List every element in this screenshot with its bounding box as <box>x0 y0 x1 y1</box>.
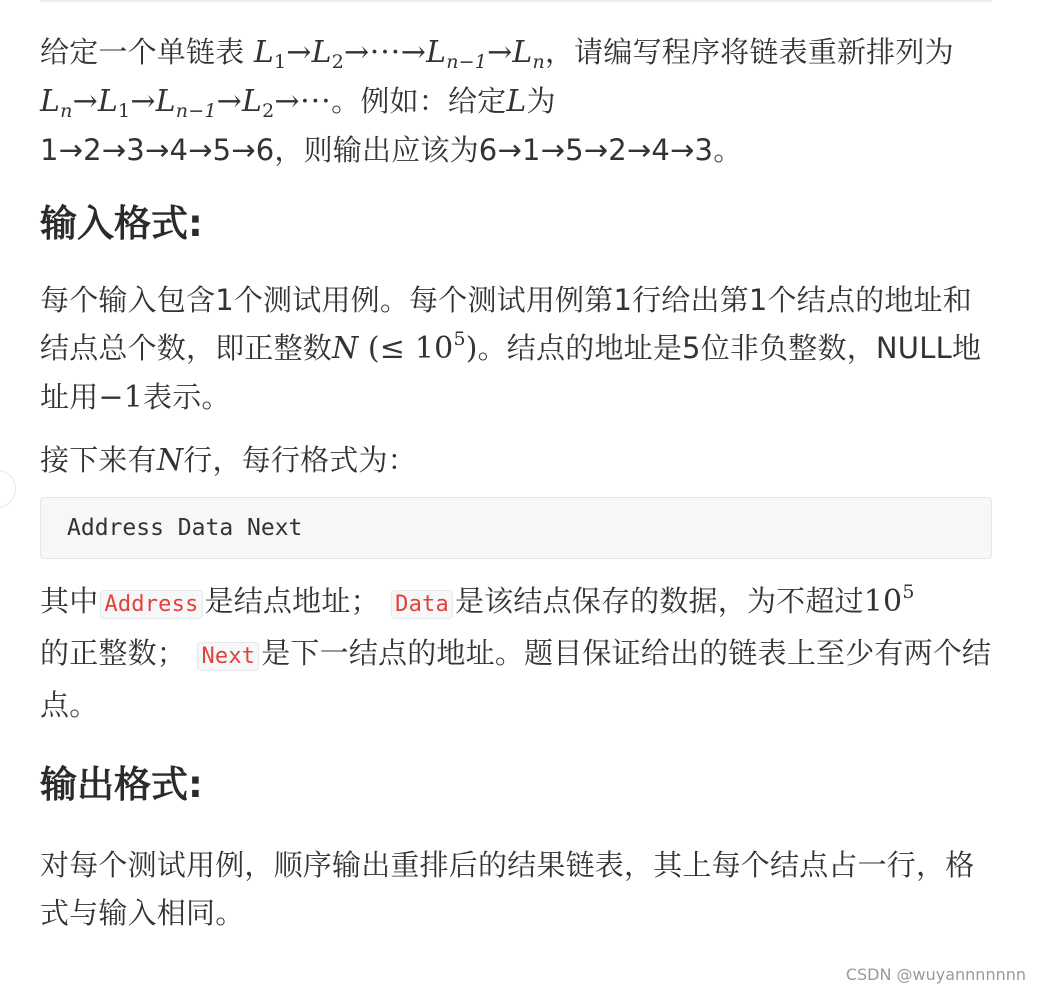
input-paragraph-1: 每个输入包含1个测试用例。每个测试用例第1行给出第1个结点的地址和结点总个数，即正整数N (≤ $10^5$)。结点的地址是5位非负整数，NULL地址用−1表示。 <box>40 283 982 415</box>
input-paragraph-2: 接下来有N行，每行格式为： <box>40 443 417 478</box>
top-divider <box>40 0 992 2</box>
format-code-block: Address Data Next <box>40 497 992 559</box>
output-format-heading: 输出格式: <box>40 763 203 806</box>
inline-code-address: Address <box>100 590 202 619</box>
list-expression: $L_1\to L_2\to\cdot\cdot\cdot\to L_{n-1}\to L_n$ <box>253 35 545 73</box>
var-l: L <box>506 84 527 119</box>
input-format-heading: 输入格式: <box>40 202 203 245</box>
intro-paragraph: 给定一个单链表 $L_1\to L_2\to\cdot\cdot\cdot\to L_{n-1}\to L_n$，请编写程序将链表重新排列为 $L_n\to L_1\to L_{n-1}\to L_2\to\cdot\cdot\cdot$。例如：给定L为 1→2→3→4→5→6，则输出应该为6→1→5→2→4→3。 <box>40 35 954 167</box>
inline-code-data: Data <box>391 590 453 619</box>
reordered-expression: $L_n\to L_1\to L_{n-1}\to L_2\to\cdot\cdot\cdot$ <box>40 84 332 122</box>
n-bound: (≤ $10^5$) <box>367 328 478 366</box>
input-paragraph-3: 其中 Address 是结点地址； Data 是该结点保存的数据，为不超过$10^5$ 的正整数； Next 是下一结点的地址。题目保证给出的链表上至少有两个结点。 <box>40 581 992 722</box>
var-n-2: N <box>156 443 184 478</box>
side-toggle-button[interactable] <box>0 470 16 508</box>
null-value: −1 <box>98 380 144 415</box>
output-paragraph: 对每个测试用例，顺序输出重排后的结果链表，其上每个结点占一行，格式与输入相同。 <box>40 848 975 930</box>
data-bound: $10^5$ <box>863 581 915 619</box>
var-n: N <box>332 331 359 366</box>
watermark: CSDN @wuyannnnnnn <box>845 965 1026 984</box>
example-text: 1→2→3→4→5→6，则输出应该为6→1→5→2→4→3。 <box>40 133 743 167</box>
inline-code-next: Next <box>197 642 259 671</box>
problem-statement <box>40 28 992 937</box>
